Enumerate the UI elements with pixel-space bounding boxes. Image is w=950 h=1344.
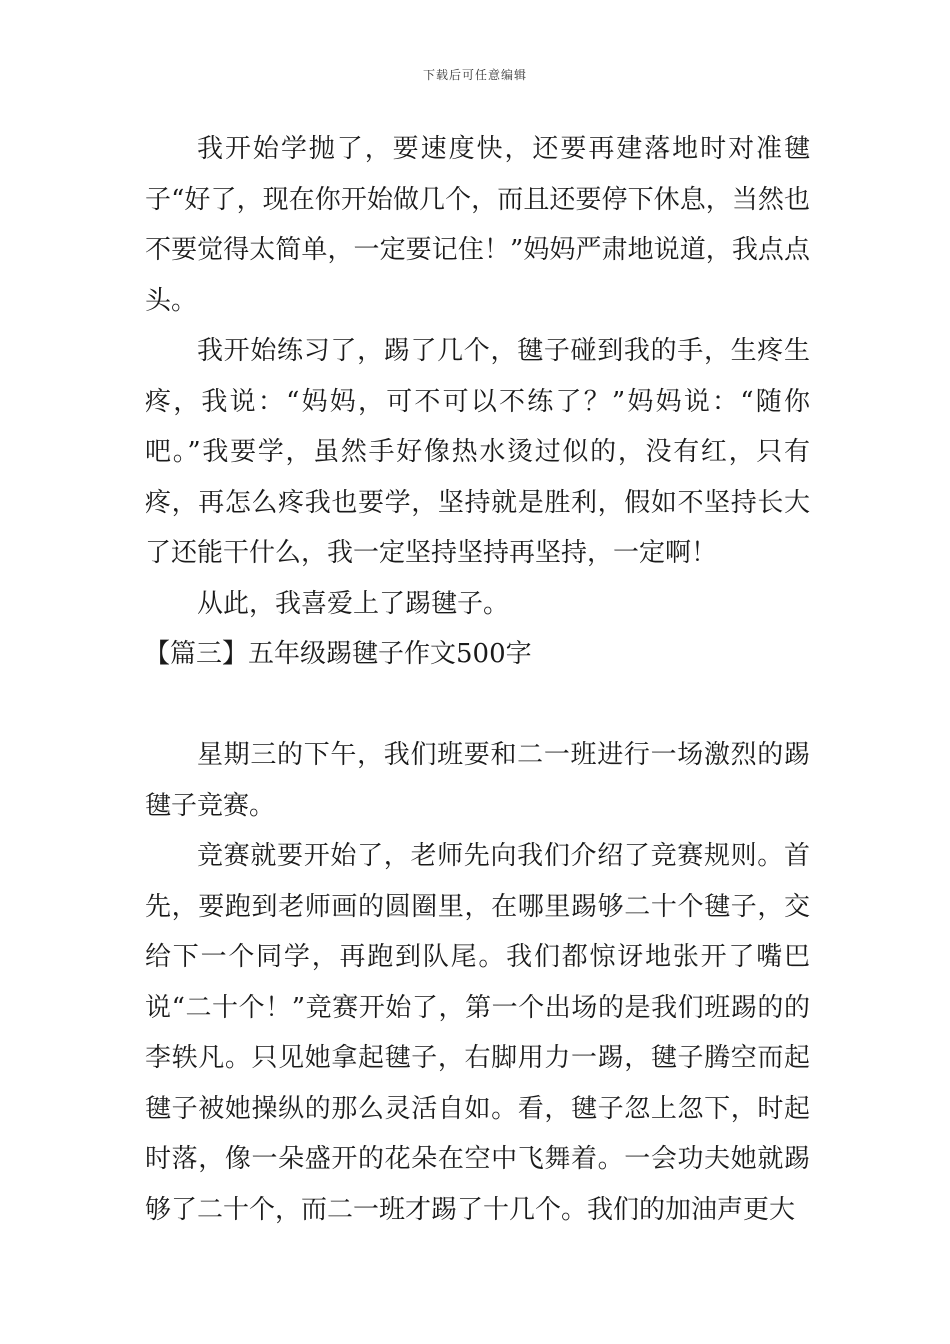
paragraph: 星期三的下午，我们班要和二一班进行一场激烈的踢毽子竞赛。 — [145, 740, 810, 821]
page-header-note: 下载后可任意编辑 — [422, 68, 527, 82]
paragraph: 我开始学抛了，要速度快，还要再建落地时对准毽子“好了，现在你开始做几个，而且还要停下休息，当然也不要觉得太简单，一定要记住！”妈妈严肃地说道，我点点头。 — [145, 134, 810, 316]
document-body — [145, 124, 810, 1235]
section-title: 【篇三】五年级踢毽子作文500字 — [144, 639, 532, 669]
paragraph: 从此，我喜爱上了踢毽子。 — [197, 588, 510, 619]
blank-line — [145, 680, 810, 731]
paragraph: 我开始练习了，踢了几个，毽子碰到我的手，生疼生疼，我说：“妈妈，可不可以不练了？”妈妈说：“随你吧。”我要学，虽然手好像热水烫过似的，没有红，只有疼，再怎么疼我也要学，坚持就是胜利，假如不坚持长大了还能干什么，我一定坚持坚持再坚持，一定啊！ — [145, 336, 810, 568]
paragraph: 竞赛就要开始了，老师先向我们介绍了竞赛规则。首先，要跑到老师画的圆圈里，在哪里踢够二十个毽子，交给下一个同学，再跑到队尾。我们都惊讶地张开了嘴巴说“二十个！”竞赛开始了，第一个出场的是我们班踢的的李轶凡。只见她拿起毽子，右脚用力一踢，毽子腾空而起毽子被她操纵的那么灵活自如。看，毽子忽上忽下，时起时落，像一朵盛开的花朵在空中飞舞着。一会功夫她就踢够了二十个，而二一班才踢了十几个。我们的加油声更大 — [145, 841, 810, 1225]
